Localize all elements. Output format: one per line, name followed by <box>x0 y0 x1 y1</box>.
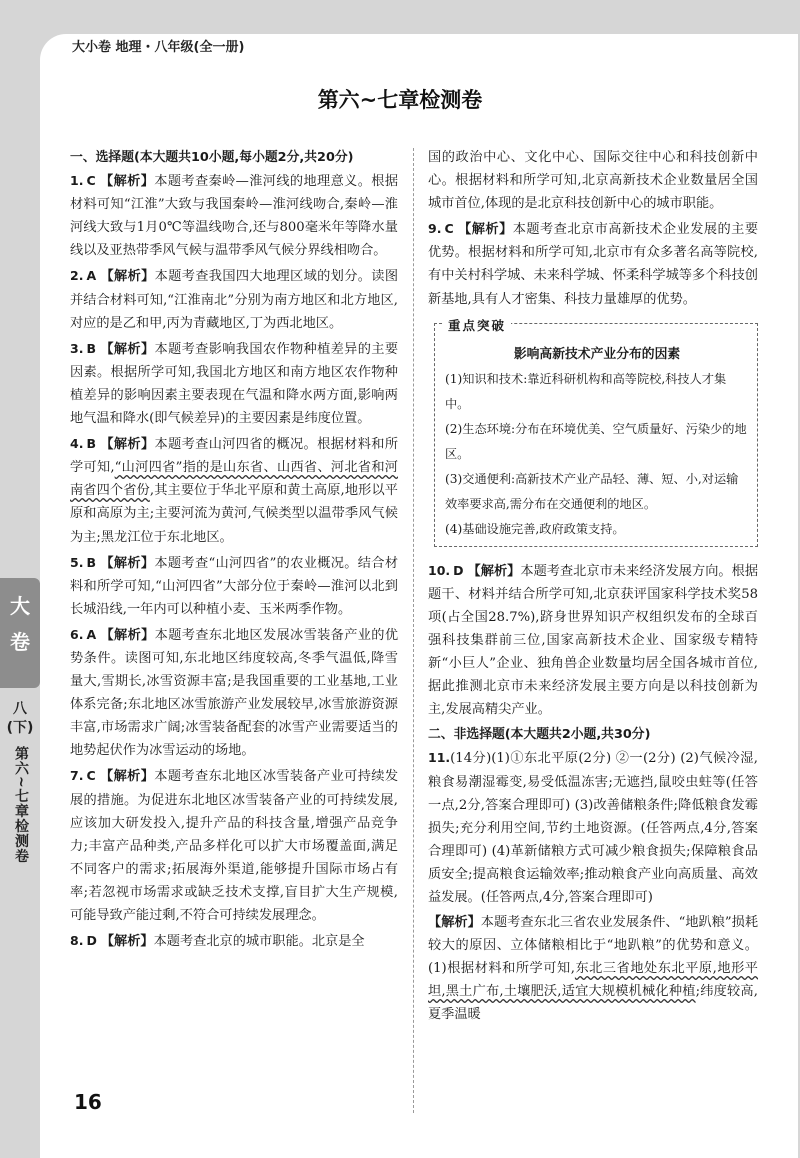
answer-letter: C <box>86 173 96 189</box>
answer-letter: A <box>86 268 97 284</box>
analysis-tag: 【解析】 <box>467 563 521 579</box>
key-points-title: 影响高新技术产业分布的因素 <box>513 346 681 362</box>
question-item <box>70 551 398 621</box>
answer-letter: B <box>86 340 96 356</box>
question-number: 4. <box>70 436 84 452</box>
analysis-text: 本题考查“山河四省”的农业概况。结合材料和所学可知,“山河四省”大部分位于秦岭—淮河以北到长城沿线,一年内可以种植小麦、玉米两季作物。 <box>70 555 399 617</box>
analysis-tag: 【解析】 <box>100 934 154 950</box>
page-title: 第六~七章检测卷 <box>317 88 483 112</box>
analysis-text: 本题考查北京的城市职能。北京是全 <box>153 934 365 950</box>
answer-letter: C <box>444 221 454 237</box>
question-number: 2. <box>70 268 84 284</box>
analysis-text: 本题考查影响我国农作物种植差异的主要因素。根据所学可知,我国北方地区和南方地区农作物种植差异的影响因素主要表现在气温和降水两方面,影响两地气温和降水(即气候差异)的主要因素是纬度位置。 <box>70 341 399 427</box>
analysis-tag: 【解析】 <box>99 341 155 357</box>
section-heading: 二、非选择题(本大题共2小题,共30分) <box>428 727 651 743</box>
question-item <box>70 764 398 927</box>
section-heading: 一、选择题(本大题共10小题,每小题2分,共20分) <box>70 150 354 165</box>
question-number: 10. <box>428 562 451 578</box>
answer-letter: C <box>86 768 96 784</box>
answer-letter: D <box>86 933 97 949</box>
question-number: 8. <box>70 933 84 949</box>
answer-letter: B <box>86 436 96 452</box>
analysis-tag: 【解析】 <box>100 269 155 285</box>
analysis-text: 本题考查山河四省的概况。根据材料和所学可知, <box>70 437 399 476</box>
question-number: 6. <box>70 626 84 642</box>
key-point-line: (2)生态环境:分布在环境优美、空气质量好、污染少的地区。 <box>445 421 747 461</box>
question-number: 9. <box>428 221 442 237</box>
question-item <box>70 929 398 953</box>
key-points-label: 重点突破 <box>443 313 511 338</box>
analysis-text: 本题考查我国四大地理区域的划分。读图并结合材料可知,“江淮南北”分别为南方地区和北方地区,对应的是乙和甲,丙为青藏地区,丁为西北地区。 <box>70 269 399 331</box>
analysis-tag: 【解析】 <box>99 174 155 190</box>
question-item <box>428 559 758 722</box>
question-item <box>428 746 758 909</box>
book-header: 大小卷 地理・八年级(全一册) <box>72 40 245 55</box>
answer-text: (14分)(1)①东北平原(2分) ②一(2分) (2)气候冷湿,粮食易潮湿霉变,易受低温冻害;无遮挡,鼠咬虫蛀等(任答一点,2分,答案合理即可) (3)改善储粮条件;降低粮食发霉损失;充分利用空间,节约土地资源。(任答两点,4分,答案合理即可) (4)革新储粮方式可减少粮食损失;保障粮食品质安全;提高粮食运输效率;推动粮食产业向高质量、高效益发展。(任答两点,4分,答案合理即可) <box>428 751 758 905</box>
column-divider <box>413 148 414 1113</box>
analysis-text: 本题考查东北地区冰雪装备产业可持续发展的措施。为促进东北地区冰雪装备产业的可持续发展,应该加大研发投入,提升产品的科技含量,增强产品竞争力;丰富产品种类,产品多样化可以扩大市场覆盖面,满足不同客户的需求;拓展海外渠道,能够提升国际市场占有率;若忽视市场需求或缺乏技术支撑,盲目扩大生产规模,可能导致产能过剩,不符合可持续发展理念。 <box>70 769 399 923</box>
key-point-line: (4)基础设施完善,政府政策支持。 <box>445 521 625 536</box>
analysis-tag: 【解析】 <box>428 915 481 931</box>
analysis-tag: 【解析】 <box>100 627 155 643</box>
analysis-text: 本题考查秦岭—淮河线的地理意义。根据材料可知“江淮”大致与我国秦岭—淮河线吻合,秦岭—淮河线大致与1月0℃等温线吻合,还与800毫米年等降水量线以及亚热带季风气候与温带季风气候分界线相吻合。 <box>70 174 399 259</box>
side-tab <box>0 578 40 688</box>
question-number: 3. <box>70 340 84 356</box>
analysis-item <box>428 911 758 1026</box>
analysis-text-cont: ,其主要位于华北平原和黄土高原,地形以平原和高原为主;主要河流为黄河,气候类型以温带季风气候为主;黑龙江位于东北地区。 <box>70 483 398 545</box>
analysis-tag: 【解析】 <box>99 555 155 571</box>
key-point-line: (3)交通便利:高新技术产业产品轻、薄、短、小,对运输效率要求高,需分布在交通便利的地区。 <box>445 471 739 511</box>
right-column <box>428 146 758 1029</box>
question-item <box>70 623 398 763</box>
question-item <box>70 264 398 334</box>
question-number: 5. <box>70 554 84 570</box>
side-chapter-text <box>4 700 36 864</box>
key-points-box <box>434 317 758 547</box>
answer-letter: D <box>453 562 464 578</box>
analysis-tag: 【解析】 <box>99 437 155 453</box>
answer-letter: A <box>86 626 97 642</box>
analysis-tag: 【解析】 <box>99 769 155 785</box>
side-grade: 八(下) <box>6 701 34 736</box>
left-column <box>70 146 398 955</box>
question-item <box>70 337 398 430</box>
analysis-text-cont: ;纬度较高,夏季温暖 <box>428 984 758 1023</box>
question-number: 11. <box>428 750 451 766</box>
page-number: 16 <box>74 1090 102 1114</box>
question-item <box>428 217 758 310</box>
question-number: 1. <box>70 173 84 189</box>
key-point-line: (1)知识和技术:靠近科研机构和高等院校,科技人才集中。 <box>445 371 727 411</box>
key-point-underline: “山河四省”指的是山东省、山西省、河北省和河南省四个省份 <box>70 460 398 499</box>
analysis-text: 本题考查北京市未来经济发展方向。根据题干、材料并结合所学可知,北京获评国家科学技术奖58项(占全国28.7%),跻身世界知识产权组织发布的全球百强科技集群前三位,国家高新技术企业、国家级专精特新“小巨人”企业、独角兽企业数量均居全国各城市首位,据此推测北京市未来经济发展主要方向是以科技创新为主,发展高精尖产业。 <box>428 563 759 718</box>
side-tab-top: 大 <box>10 594 30 618</box>
analysis-text: 本题考查东北地区发展冰雪装备产业的优势条件。读图可知,东北地区纬度较高,冬季气温低,降雪量大,雪期长,冰雪资源丰富;是我国重要的工业基地,工业体系完备;东北地区冰雪旅游产业发展较早,冰雪旅游资源丰富,市场需求广阔;冰雪装备配套的冰雪产业需要适当的地势起伏作为冰雪运动的场地。 <box>70 627 399 759</box>
question-item <box>70 169 398 262</box>
side-tab-bottom: 卷 <box>10 630 30 654</box>
answer-letter: B <box>86 554 96 570</box>
analysis-text: 本题考查东北三省农业发展条件、“地趴粮”损耗较大的原因、立体储粮相比于“地趴粮”的优势和意义。(1)根据材料和所学可知, <box>428 915 759 977</box>
key-point-underline: 东北三省地处东北平原,地形平坦,黑土广布,土壤肥沃,适宜大规模机械化种植 <box>428 961 758 1000</box>
question-number: 7. <box>70 768 84 784</box>
analysis-tag: 【解析】 <box>457 222 513 238</box>
question-continuation: 国的政治中心、文化中心、国际交往中心和科技创新中心。根据材料和所学可知,北京高新技术企业数量居全国城市首位,体现的是北京科技创新中心的城市职能。 <box>428 150 758 212</box>
question-item <box>70 432 398 548</box>
side-chapter: 第六~七章检测卷 <box>13 746 29 864</box>
analysis-text: 本题考查北京市高新技术企业发展的主要优势。根据材料和所学可知,北京市有众多著名高等院校,有中关村科学城、未来科学城、怀柔科学城等多个科技创新基地,具有人才密集、科技力量雄厚的优势。 <box>428 222 759 307</box>
